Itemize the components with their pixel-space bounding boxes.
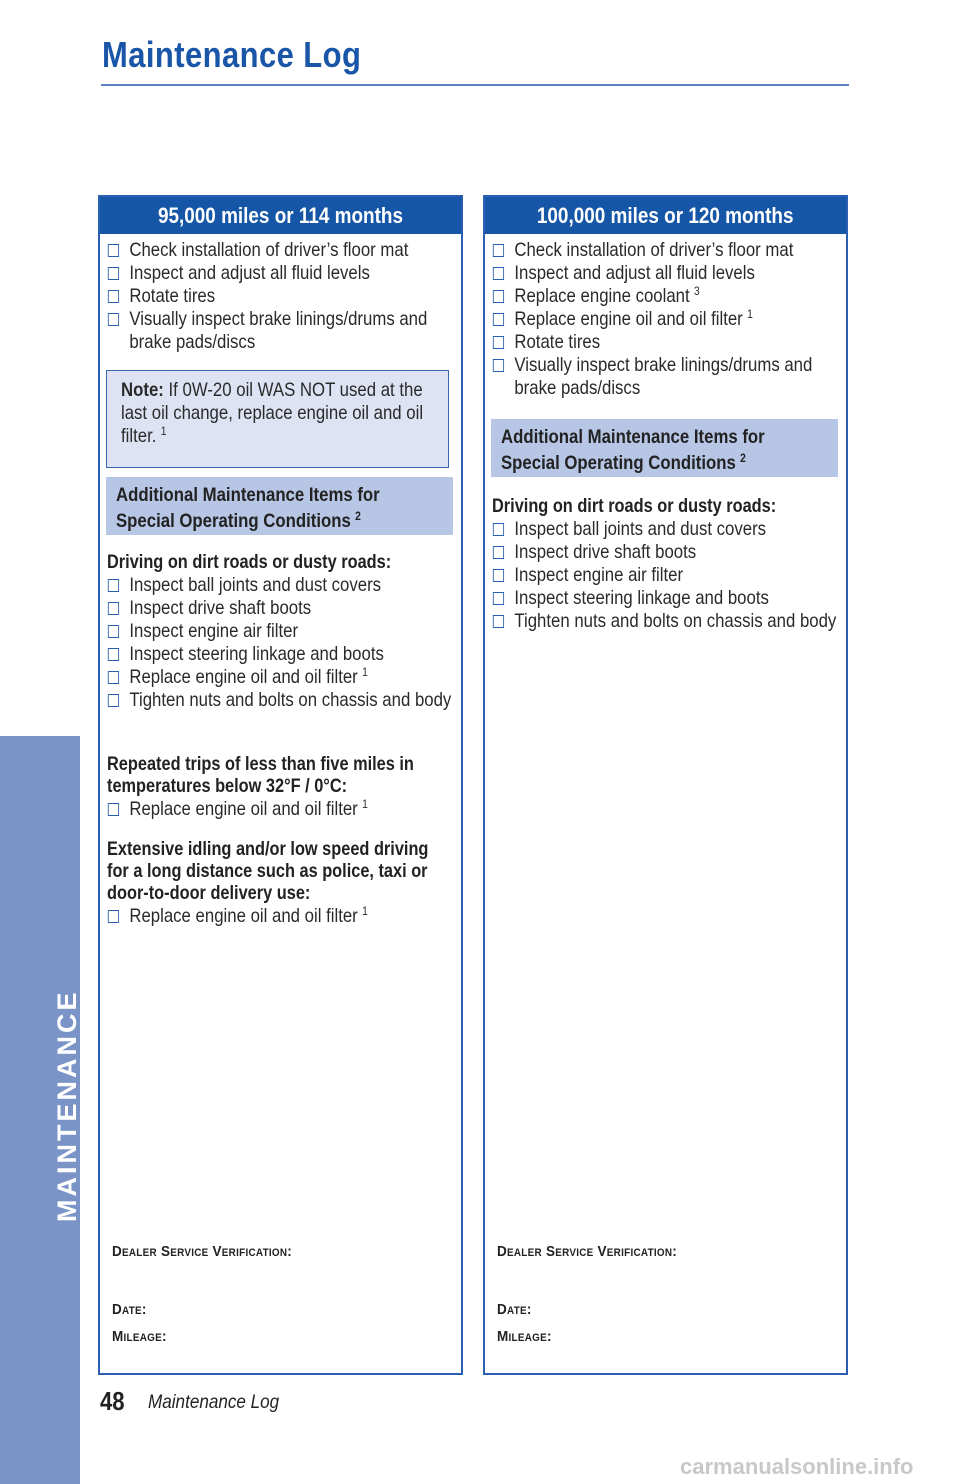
checkbox-icon[interactable] <box>108 602 119 615</box>
checklist-item-text: Tighten nuts and bolts on chassis and body <box>514 610 837 632</box>
checklist-item <box>492 610 841 633</box>
checklist-item <box>492 308 841 331</box>
checklist-item <box>107 308 456 354</box>
dealer-verification-label: Dealer Service Verification: <box>112 1243 293 1260</box>
date-label: Date: <box>112 1301 147 1318</box>
checklist-item-text: Inspect drive shaft boots <box>514 541 697 563</box>
checklist-item <box>107 239 456 262</box>
checklist-item <box>492 354 841 400</box>
footnote-marker: 1 <box>362 796 368 811</box>
special-footnote: 2 <box>740 450 746 465</box>
checkbox-icon[interactable] <box>108 625 119 638</box>
checkbox-icon[interactable] <box>108 803 119 816</box>
checklist-item <box>107 597 456 620</box>
watermark: carmanualsonline.info <box>680 1454 914 1479</box>
checkbox-icon[interactable] <box>493 336 504 349</box>
condition-group-dusty <box>107 552 457 712</box>
checklist-item <box>492 239 841 262</box>
checklist-item-text: Replace engine oil and oil filter <box>129 798 358 820</box>
special-title-line2: Special Operating Conditions <box>501 452 736 474</box>
checkbox-icon[interactable] <box>493 267 504 280</box>
date-label: Date: <box>497 1301 532 1318</box>
interval-header: 95,000 miles or 114 months <box>100 197 461 234</box>
checklist-item <box>107 905 456 928</box>
checklist-item-text: Inspect ball joints and dust covers <box>129 574 382 596</box>
note-label: Note: <box>121 379 164 401</box>
checklist-item <box>107 620 456 643</box>
checklist-item-text: Visually inspect brake linings/drums and brake pads/discs <box>514 354 813 399</box>
checklist-item-text: Check installation of driver’s floor mat <box>514 239 794 261</box>
special-title-line2: Special Operating Conditions <box>116 510 351 532</box>
footnote-marker: 3 <box>693 283 700 298</box>
checklist-item <box>107 285 456 308</box>
checklist-item <box>492 541 841 564</box>
footnote-marker: 1 <box>362 664 368 679</box>
condition-heading: Repeated trips of less than five miles in temperatures below 32°F / 0°C: <box>107 754 414 797</box>
checklist-item-text: Inspect ball joints and dust covers <box>514 518 767 540</box>
footer-title: Maintenance Log <box>148 1392 280 1413</box>
checkbox-icon[interactable] <box>493 523 504 536</box>
checklist-item <box>107 689 456 712</box>
checklist-item-text: Inspect engine air filter <box>514 564 684 586</box>
page-title: Maintenance Log <box>102 34 362 75</box>
checklist-item-text: Visually inspect brake linings/drums and brake pads/discs <box>129 308 428 353</box>
checklist-item <box>492 285 841 308</box>
oil-note <box>106 370 449 468</box>
checklist-item-text: Inspect engine air filter <box>129 620 299 642</box>
checklist-item <box>107 798 456 821</box>
checklist-item-text: Rotate tires <box>514 331 601 353</box>
special-footnote: 2 <box>355 508 361 523</box>
condition-group-short-trips <box>107 754 457 821</box>
checkbox-icon[interactable] <box>108 290 119 303</box>
note-text: If 0W-20 oil WAS NOT used at the last oil change, replace engine oil and oil filter. <box>121 379 424 447</box>
checklist-item-text: Inspect drive shaft boots <box>129 597 312 619</box>
checkbox-icon[interactable] <box>108 267 119 280</box>
checklist-item-text: Replace engine oil and oil filter <box>129 905 358 927</box>
checkbox-icon[interactable] <box>493 569 504 582</box>
checklist-item-text: Tighten nuts and bolts on chassis and body <box>129 689 452 711</box>
checklist-item <box>107 643 456 666</box>
checkbox-icon[interactable] <box>493 290 504 303</box>
condition-heading: Driving on dirt roads or dusty roads: <box>107 552 392 573</box>
checklist-item <box>492 331 841 354</box>
checklist-item <box>492 262 841 285</box>
checklist-item <box>107 262 456 285</box>
special-title-line1: Additional Maintenance Items for <box>116 484 380 506</box>
condition-heading: Driving on dirt roads or dusty roads: <box>492 496 777 517</box>
checklist-item-text: Inspect and adjust all fluid levels <box>514 262 755 284</box>
special-title-line1: Additional Maintenance Items for <box>501 426 765 448</box>
checkbox-icon[interactable] <box>493 546 504 559</box>
checklist-item-text: Replace engine oil and oil filter <box>129 666 358 688</box>
interval-100000-panel <box>483 195 848 1375</box>
checklist-item-text: Check installation of driver’s floor mat <box>129 239 409 261</box>
service-checklist <box>492 239 842 400</box>
interval-95000-panel <box>98 195 463 1375</box>
interval-header: 100,000 miles or 120 months <box>485 197 846 234</box>
checklist-item-text: Inspect and adjust all fluid levels <box>129 262 370 284</box>
checkbox-icon[interactable] <box>493 592 504 605</box>
checklist-item-text: Rotate tires <box>129 285 216 307</box>
checkbox-icon[interactable] <box>108 244 119 257</box>
checkbox-icon[interactable] <box>493 313 504 326</box>
checklist-item-text: Replace engine coolant <box>514 285 690 307</box>
mileage-label: Mileage: <box>497 1328 552 1345</box>
checklist-item-text: Inspect steering linkage and boots <box>129 643 384 665</box>
condition-group-dusty <box>492 496 842 633</box>
checklist-item <box>492 587 841 610</box>
footnote-marker: 1 <box>747 306 753 321</box>
note-footnote: 1 <box>160 423 167 438</box>
checkbox-icon[interactable] <box>108 579 119 592</box>
checkbox-icon[interactable] <box>493 359 504 372</box>
dealer-verification-label: Dealer Service Verification: <box>497 1243 678 1260</box>
checkbox-icon[interactable] <box>108 671 119 684</box>
checklist-item <box>492 518 841 541</box>
mileage-label: Mileage: <box>112 1328 167 1345</box>
condition-group-idling <box>107 839 457 928</box>
page-number: 48 <box>100 1386 125 1416</box>
condition-heading: Extensive idling and/or low speed driving for a long distance such as police, taxi or door-to-door delivery use: <box>107 839 429 904</box>
checkbox-icon[interactable] <box>108 313 119 326</box>
title-divider <box>101 84 849 86</box>
checkbox-icon[interactable] <box>108 910 119 923</box>
footnote-marker: 1 <box>362 903 368 918</box>
checkbox-icon[interactable] <box>108 648 119 661</box>
checklist-item-text: Inspect steering linkage and boots <box>514 587 769 609</box>
checklist-item <box>107 574 456 597</box>
special-conditions-band <box>491 419 838 477</box>
checkbox-icon[interactable] <box>108 694 119 707</box>
section-tab-label: MAINTENANCE <box>52 989 82 1222</box>
checkbox-icon[interactable] <box>493 244 504 257</box>
checklist-item <box>492 564 841 587</box>
special-conditions-band <box>106 477 453 535</box>
service-checklist <box>107 239 457 354</box>
checkbox-icon[interactable] <box>493 615 504 628</box>
checklist-item <box>107 666 456 689</box>
checklist-item-text: Replace engine oil and oil filter <box>514 308 743 330</box>
